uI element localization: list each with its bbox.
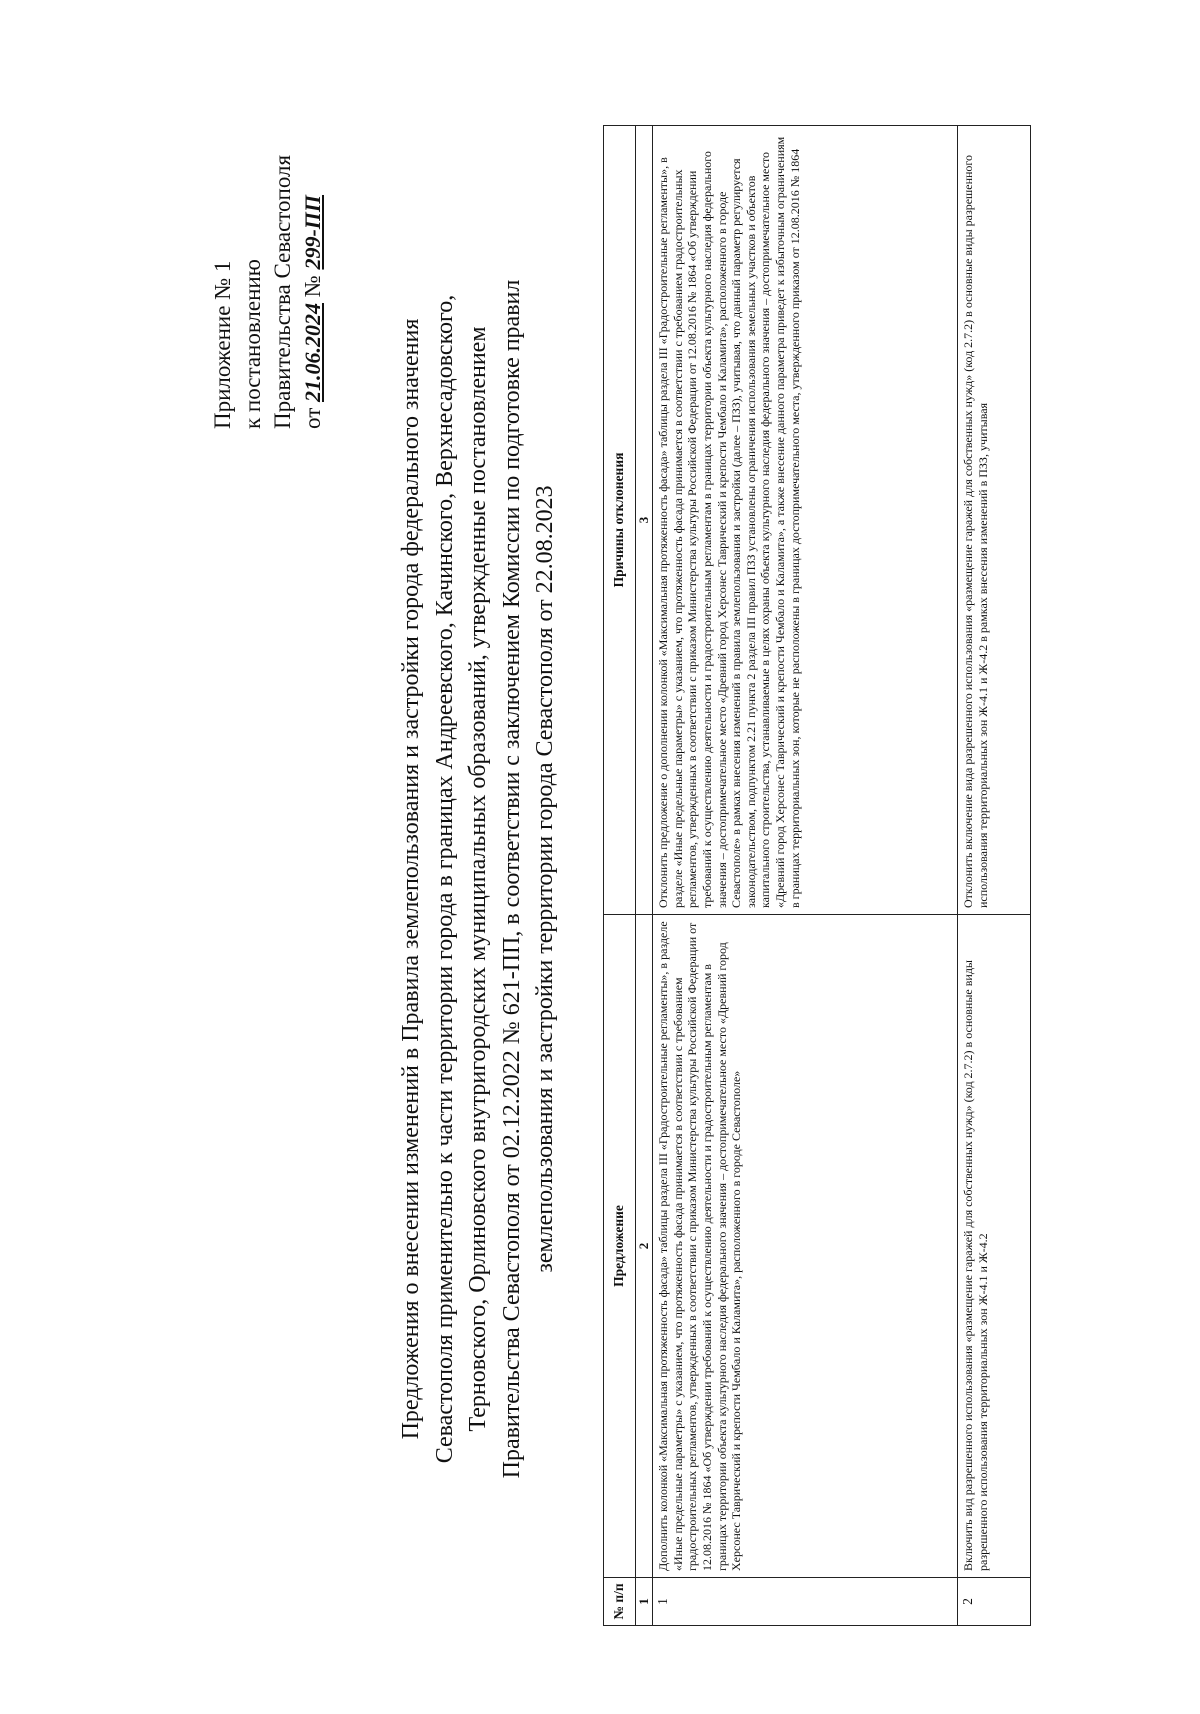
header-reason: Причины отклонения <box>604 126 636 915</box>
row-number: 1 <box>653 1578 958 1626</box>
header-proposal: Предложение <box>604 915 636 1578</box>
index-cell-1: 1 <box>635 1578 653 1626</box>
row-number: 2 <box>958 1578 1031 1626</box>
handwritten-number: 299-ПП <box>300 194 325 270</box>
column-index-row <box>635 126 653 1626</box>
proposal-cell: Дополнить колонкой «Максимальная протяженность фасада» таблицы раздела III «Градостроительные регламенты», в разделе «Иные предельные параметры» с указанием, что протяженность фасада принимается в соответствии с требованием градостроительных регламентов, утвержденных в соответствии с приказом Министерства культуры Российской Федерации от 12.08.2016 № 1864 «Об утверждении требований к осуществлению деятельности и градостроительным регламентам в границах территории объекта культурного наследия федерального значения – достопримечательное место «Древний город Херсонес Таврический и крепости Чембало и Каламита», расположенного в городе Севастополе» <box>653 915 958 1578</box>
title-line-3: Терновского, Орлиновского внутригородских муниципальных образований, утвержденные постановлением <box>465 326 491 1432</box>
index-cell-3: 3 <box>635 126 653 915</box>
index-cell-2: 2 <box>635 915 653 1578</box>
date-prefix: от <box>300 407 325 429</box>
number-sign: № <box>300 275 325 298</box>
appendix-line-3: Правительства Севастополя <box>270 154 295 429</box>
table-header-row <box>604 126 636 1626</box>
appendix-line-2: к постановлению <box>240 259 265 429</box>
table-row <box>653 126 958 1626</box>
reason-cell: Отклонить предложение о дополнении колонкой «Максимальная протяженность фасада» таблицы раздела III «Градостроительные регламенты», в разделе «Иные предельные параметры» с указанием, что протяженность фасада принимается в соответствии с требованием градостроительных регламентов, утвержденных в соответствии с приказом Министерства культуры Российской Федерации от 12.08.2016 № 1864 «Об утверждении требований к осуществлению деятельности и градостроительным регламентам в границах территории объекта культурного наследия федерального значения – достопримечательное место «Древний город Херсонес Таврический и крепости Чембало и Каламита», расположенного в городе Севастополе» в рамках внесения изменений в правила землепользования и застройки (далее – ПЗЗ), учитывая, что данный параметр регулируется законодательством, подпунктом 2.21 пункта 2 раздела III правил ПЗЗ установлены ограничения использования земельных участков и объектов капитального строительства, устанавливаемые в целях охраны объекта культурного наследия федерального значения – достопримечательное место «Древний город Херсонес Таврический и крепости Чембало и Каламита», а также внесение данного параметра приведет к избыточным ограничениям в границах территориальных зон, которые не расположены в границах достопримечательного места, утвержденного приказом от 12.08.2016 № 1864 <box>653 126 958 915</box>
title-line-1: Предложения о внесении изменений в Правила землепользования и застройки города федерального значения <box>398 318 424 1440</box>
handwritten-date: 21.06.2024 <box>300 303 325 402</box>
title-line-5: землепользования и застройки территории города Севастополя от 22.08.2023 <box>532 485 558 1273</box>
appendix-header <box>208 49 328 429</box>
title-line-2: Севастополя применительно к части территории города в границах Андреевского, Качинского, Верхнесадовского, <box>431 294 458 1464</box>
appendix-line-1: Приложение № 1 <box>210 260 235 429</box>
document-title <box>395 134 563 1624</box>
header-num: № п/п <box>604 1578 636 1626</box>
title-line-4: Правительства Севастополя от 02.12.2022 № 621-ПП, в соответствии с заключением Комиссии по подготовке правил <box>498 279 525 1479</box>
appendix-date-line <box>298 49 328 429</box>
proposals-table <box>603 125 1031 1626</box>
proposal-cell: Включить вид разрешенного использования «размещение гаражей для собственных нужд» (код 2.7.2) в основные виды разрешенного использования территориальных зон Ж-4.1 и Ж-4.2 <box>958 915 1031 1578</box>
table-row <box>958 126 1031 1626</box>
reason-cell: Отклонить включение вида разрешенного использования «размещение гаражей для собственных нужд» (код 2.7.2) в основные виды разрешенного использования территориальных зон Ж-4.1 и Ж-4.2 в рамках внесения изменений в ПЗЗ, учитывая <box>958 126 1031 915</box>
